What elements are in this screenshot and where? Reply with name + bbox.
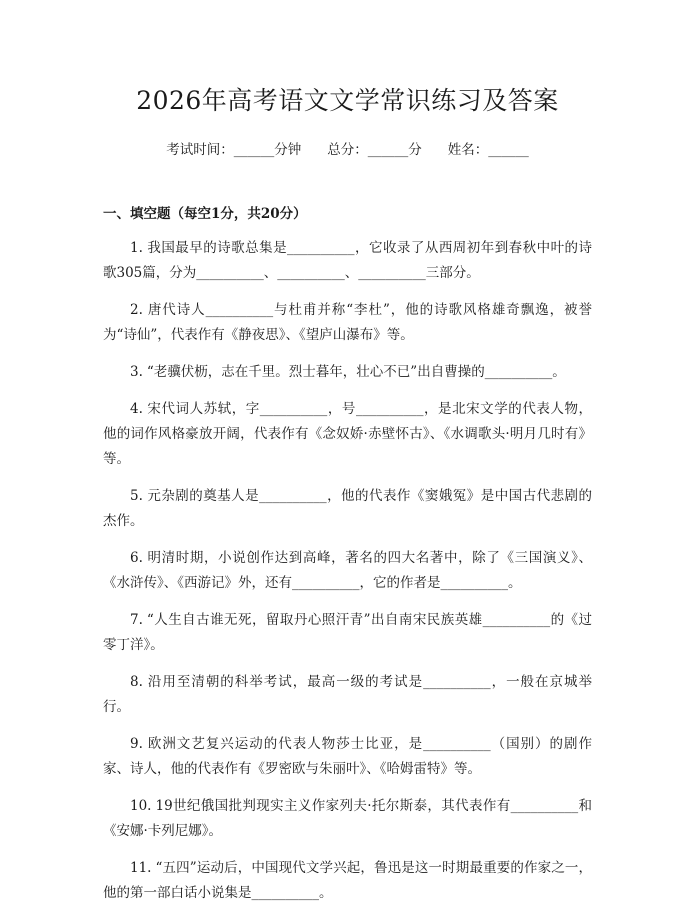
question-text: “人生自古谁无死，留取丹心照汗青”出自南宋民族英雄__________的《过零丁洋》。 bbox=[103, 612, 592, 653]
question-item bbox=[103, 484, 592, 534]
question-item bbox=[103, 298, 592, 348]
question-item bbox=[103, 732, 592, 782]
question-item bbox=[103, 608, 592, 658]
question-item bbox=[103, 236, 592, 286]
question-item bbox=[103, 397, 592, 472]
question-text: 我国最早的诗歌总集是__________，它收录了从西周初年到春秋中叶的诗歌305篇，分为__________、__________、__________三部分。 bbox=[103, 240, 592, 281]
question-text: 元杂剧的奠基人是__________，他的代表作《窦娥冤》是中国古代悲剧的杰作。 bbox=[103, 488, 592, 529]
question-item bbox=[103, 794, 592, 844]
question-item bbox=[103, 856, 592, 906]
question-text: 19世纪俄国批判现实主义作家列夫·托尔斯泰，其代表作有__________和《安娜·卡列尼娜》。 bbox=[103, 798, 592, 839]
question-number: 3. bbox=[130, 364, 143, 380]
question-text: 宋代词人苏轼，字__________，号__________，是北宋文学的代表人物，他的词作风格豪放开阔，代表作有《念奴娇·赤壁怀古》、《水调歌头·明月几时有》等。 bbox=[103, 401, 592, 467]
question-number: 11. bbox=[130, 860, 152, 876]
question-text: 唐代诗人__________与杜甫并称“李杜”，他的诗歌风格雄奇飘逸，被誉为“诗仙”，代表作有《静夜思》、《望庐山瀑布》等。 bbox=[103, 302, 592, 343]
page-title: 2026年高考语文文学常识练习及答案 bbox=[136, 86, 559, 115]
question-item bbox=[103, 670, 592, 720]
question-number: 2. bbox=[130, 302, 143, 318]
question-number: 4. bbox=[130, 401, 143, 417]
question-text: “老骥伏枥，志在千里。烈士暮年，壮心不已”出自曹操的__________。 bbox=[146, 364, 566, 380]
question-number: 10. bbox=[130, 798, 152, 814]
question-list bbox=[103, 236, 592, 906]
question-number: 1. bbox=[130, 240, 143, 256]
exam-meta-line bbox=[103, 140, 592, 160]
question-item bbox=[103, 360, 592, 385]
question-number: 8. bbox=[130, 674, 143, 690]
question-number: 7. bbox=[130, 612, 143, 628]
question-text: 沿用至清朝的科举考试，最高一级的考试是__________，一般在京城举行。 bbox=[103, 674, 592, 715]
question-number: 5. bbox=[130, 488, 143, 504]
question-number: 9. bbox=[130, 736, 143, 752]
question-text: 明清时期，小说创作达到高峰，著名的四大名著中，除了《三国演义》、《水浒传》、《西游记》外，还有__________，它的作者是__________。 bbox=[103, 550, 592, 591]
exam-time-label: 考试时间：______分钟 bbox=[166, 142, 302, 158]
section-heading: 一、填空题（每空1分，共20分） bbox=[103, 206, 307, 222]
total-score-label: 总分：______分 bbox=[327, 142, 422, 158]
student-name-label: 姓名：______ bbox=[447, 142, 529, 158]
question-text: 欧洲文艺复兴运动的代表人物莎士比亚，是__________（国别）的剧作家、诗人，他的代表作有《罗密欧与朱丽叶》、《哈姆雷特》等。 bbox=[103, 736, 592, 777]
question-number: 6. bbox=[130, 550, 143, 566]
question-item bbox=[103, 546, 592, 596]
question-text: “五四”运动后，中国现代文学兴起，鲁迅是这一时期最重要的作家之一，他的第一部白话小说集是__________。 bbox=[103, 860, 592, 901]
